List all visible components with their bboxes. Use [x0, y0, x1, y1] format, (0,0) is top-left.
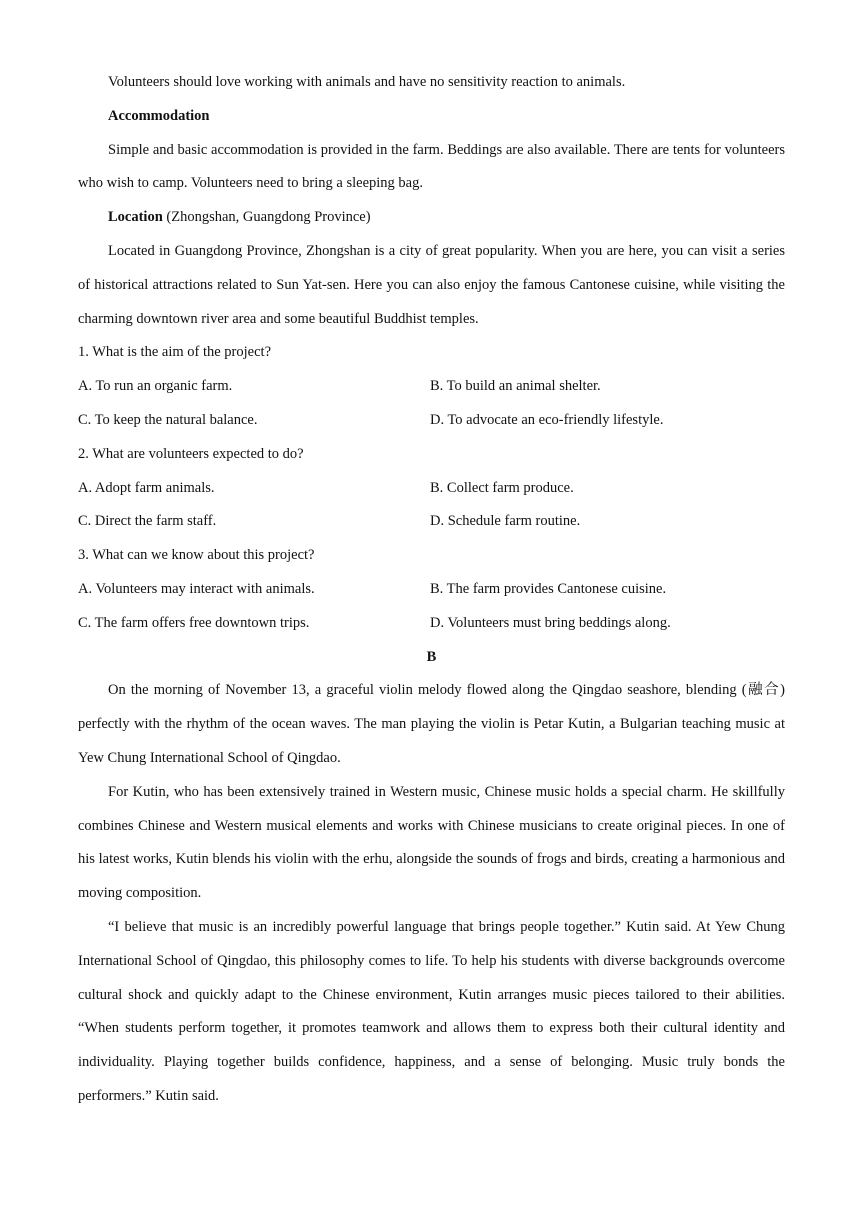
option-a: A. Adopt farm animals.: [78, 479, 215, 496]
passage-b-paragraph-2: For Kutin, who has been extensively trained in Western music, Chinese music holds a special charm. He skillfully combines Chinese and Western musical elements and works with Chinese musicians to create original pieces. In one of his latest works, Kutin blends his violin with the erhu, alongside the sounds of frogs and birds, creating a harmonious and moving composition.: [78, 783, 785, 902]
question-2: [78, 438, 785, 539]
option-c: C. The farm offers free downtown trips.: [78, 614, 310, 631]
document-page: [78, 66, 785, 1114]
option-row: [78, 505, 785, 539]
option-a: A. Volunteers may interact with animals.: [78, 580, 315, 597]
option-b: B. The farm provides Cantonese cuisine.: [430, 580, 667, 597]
question-stem: 2. What are volunteers expected to do?: [78, 445, 304, 462]
location-heading: Location: [108, 209, 163, 226]
passage-a-paragraph-2: Simple and basic accommodation is provided in the farm. Beddings are also available. There are tents for volunteers who wish to camp. Volunteers need to bring a sleeping bag.: [78, 141, 785, 192]
option-row: [78, 370, 785, 404]
option-c: C. To keep the natural balance.: [78, 411, 258, 428]
option-b: B. Collect farm produce.: [430, 479, 574, 496]
option-d: D. Volunteers must bring beddings along.: [430, 614, 671, 631]
passage-b-heading: B: [426, 648, 437, 665]
passage-a-paragraph-1: Volunteers should love working with animals and have no sensitivity reaction to animals.: [108, 74, 626, 90]
question-3: [78, 539, 785, 640]
location-line: [78, 201, 785, 235]
option-row: [78, 404, 785, 438]
option-row: [78, 573, 785, 607]
option-row: [78, 472, 785, 506]
option-a: A. To run an organic farm.: [78, 378, 233, 395]
passage-b-paragraph-3: “I believe that music is an incredibly powerful language that brings people together.” Kutin said. At Yew Chung International School of Qingdao, this philosophy comes to life. To help his students with diverse backgrounds overcome cultural shock and quickly adapt to the Chinese environment, Kutin arranges music pieces tailored to their abilities. “When students perform together, it promotes teamwork and allows them to express both their cultural identity and individuality. Playing together builds confidence, happiness, and a sense of belonging. Music truly bonds the performers.” Kutin said.: [78, 918, 785, 1104]
option-b: B. To build an animal shelter.: [430, 378, 601, 395]
passage-b-paragraph-1: On the morning of November 13, a graceful violin melody flowed along the Qingdao seashore, blending (融合) perfectly with the rhythm of the ocean waves. The man playing the violin is Petar Kutin, a Bulgarian teaching music at Yew Chung International School of Qingdao.: [78, 682, 785, 766]
option-c: C. Direct the farm staff.: [78, 513, 217, 530]
location-detail: (Zhongshan, Guangdong Province): [162, 209, 371, 226]
option-d: D. To advocate an eco-friendly lifestyle.: [430, 411, 664, 428]
question-1: [78, 336, 785, 437]
passage-a-paragraph-3: Located in Guangdong Province, Zhongshan is a city of great popularity. When you are here, you can visit a series of historical attractions related to Sun Yat-sen. Here you can also enjoy the famous Cantonese cuisine, while visiting the charming downtown river area and some beautiful Buddhist temples.: [78, 242, 785, 327]
question-stem: 3. What can we know about this project?: [78, 547, 315, 564]
accommodation-heading: Accommodation: [108, 107, 210, 124]
question-stem: 1. What is the aim of the project?: [78, 344, 272, 361]
option-d: D. Schedule farm routine.: [430, 513, 581, 530]
option-row: [78, 607, 785, 641]
